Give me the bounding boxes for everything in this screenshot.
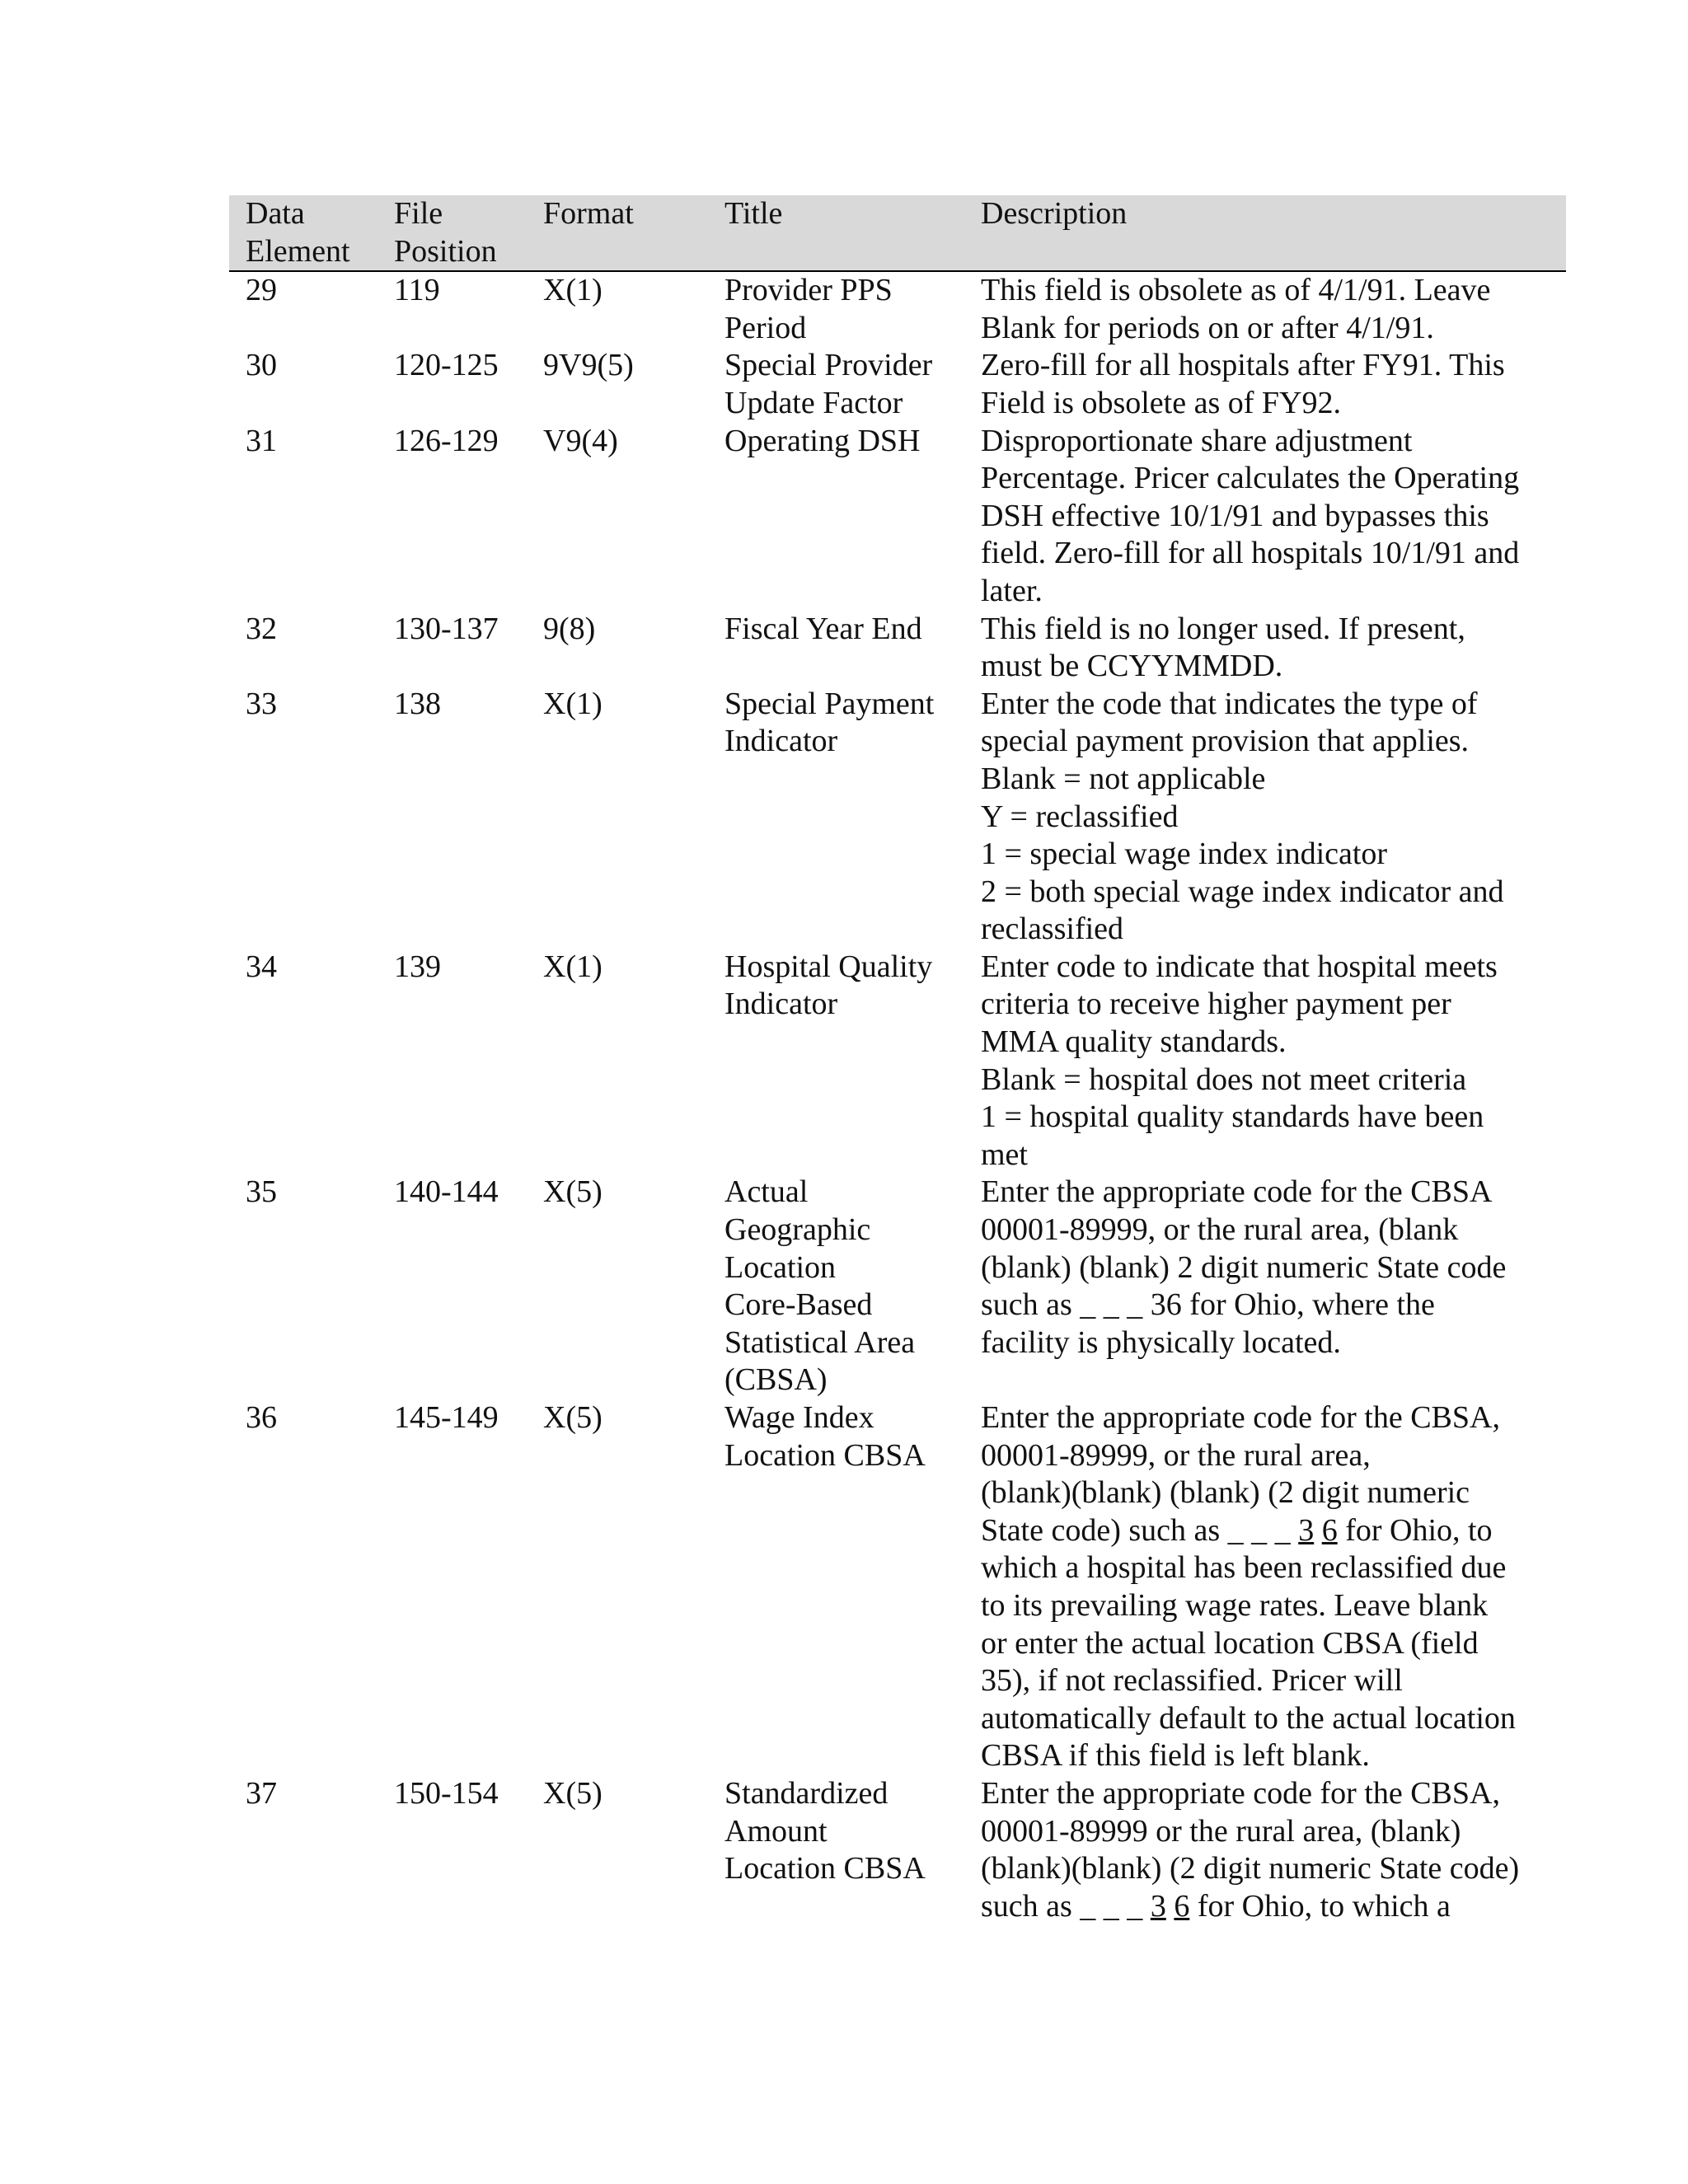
description-line: Enter the appropriate code for the CBSA, <box>981 1775 1500 1811</box>
description-line: which a hospital has been reclassified due <box>981 1550 1507 1586</box>
description-cell <box>964 271 1566 347</box>
description-line: Blank = not applicable <box>981 761 1266 796</box>
title-line: Location <box>724 1249 837 1285</box>
title-line: Special Payment <box>724 686 935 721</box>
title-line: Location CBSA <box>724 1437 926 1473</box>
description-line: criteria to receive higher payment per <box>981 987 1451 1022</box>
title-cell <box>708 1775 964 1925</box>
table-row <box>229 1399 1566 1775</box>
description-line: 00001-89999, or the rural area, (blank <box>981 1212 1459 1248</box>
format-cell: X(5) <box>543 1775 603 1811</box>
format-cell: X(1) <box>543 686 603 721</box>
file-position-cell: 140-144 <box>394 1174 499 1210</box>
table-row <box>229 949 1566 1174</box>
title-cell <box>708 1399 964 1775</box>
title-line: Provider PPS <box>724 273 893 308</box>
title-cell <box>708 949 964 1174</box>
description-line: facility is physically located. <box>981 1324 1341 1360</box>
title-cell <box>708 423 964 611</box>
table-row <box>229 423 1566 611</box>
table-row <box>229 686 1566 949</box>
description-line: State code) such as _ _ _ 3 6 for Ohio, to <box>981 1512 1493 1548</box>
file-position-cell: 119 <box>394 273 440 308</box>
title-line: Wage Index <box>724 1400 874 1435</box>
table-row <box>229 1174 1566 1399</box>
table-row <box>229 271 1566 347</box>
description-line: Y = reclassified <box>981 799 1179 834</box>
description-line: Enter the code that indicates the type of <box>981 686 1478 721</box>
description-line: 00001-89999 or the rural area, (blank) <box>981 1813 1461 1849</box>
title-line: Amount <box>724 1813 828 1849</box>
description-cell <box>964 1399 1566 1775</box>
title-line: Indicator <box>724 724 838 759</box>
data-element-cell: 34 <box>246 949 277 984</box>
data-element-cell: 31 <box>246 423 277 458</box>
description-line: Disproportionate share adjustment <box>981 423 1413 458</box>
file-position-cell: 145-149 <box>394 1400 499 1435</box>
description-line: Zero-fill for all hospitals after FY91. This <box>981 348 1505 383</box>
format-cell: X(5) <box>543 1400 603 1435</box>
table-header <box>229 195 1566 271</box>
format-cell: X(1) <box>543 273 603 308</box>
data-element-cell: 35 <box>246 1174 277 1210</box>
title-line: Statistical Area <box>724 1324 916 1360</box>
record-layout-table <box>229 195 1566 1925</box>
description-line: Blank for periods on or after 4/1/91. <box>981 310 1434 345</box>
data-element-cell: 32 <box>246 611 277 646</box>
header-title: Title <box>708 195 964 271</box>
description-line: 35), if not reclassified. Pricer will <box>981 1663 1403 1699</box>
title-line: Period <box>724 310 807 345</box>
description-line: DSH effective 10/1/91 and bypasses this <box>981 498 1489 533</box>
description-line: (blank)(blank) (blank) (2 digit numeric <box>981 1475 1470 1511</box>
description-line: reclassified <box>981 912 1124 947</box>
title-line: Core-Based <box>724 1287 873 1323</box>
description-line: This field is obsolete as of 4/1/91. Leave <box>981 273 1491 308</box>
title-cell <box>708 686 964 949</box>
file-position-cell: 130-137 <box>394 611 499 646</box>
format-cell: X(5) <box>543 1174 603 1210</box>
title-line: Update Factor <box>724 385 903 420</box>
description-cell <box>964 1775 1566 1925</box>
title-line: Standardized <box>724 1775 889 1811</box>
description-line: CBSA if this field is left blank. <box>981 1738 1370 1774</box>
description-line: This field is no longer used. If present, <box>981 611 1465 646</box>
table-row <box>229 347 1566 422</box>
header-format: Format <box>527 195 708 271</box>
file-position-cell: 139 <box>394 949 441 984</box>
header-description: Description <box>964 195 1566 271</box>
table-row <box>229 1775 1566 1925</box>
file-position-cell: 126-129 <box>394 423 499 458</box>
description-line: such as _ _ _ 3 6 for Ohio, to which a <box>981 1888 1451 1924</box>
description-cell <box>964 347 1566 422</box>
description-cell <box>964 611 1566 686</box>
description-line: automatically default to the actual location <box>981 1700 1516 1736</box>
title-cell <box>708 347 964 422</box>
data-element-cell: 36 <box>246 1400 277 1435</box>
description-line: Percentage. Pricer calculates the Operating <box>981 461 1520 496</box>
data-element-cell: 29 <box>246 273 277 308</box>
description-line: Enter the appropriate code for the CBSA <box>981 1174 1493 1210</box>
description-line: 2 = both special wage index indicator and <box>981 874 1504 909</box>
description-line: MMA quality standards. <box>981 1024 1287 1060</box>
title-line: Geographic <box>724 1212 871 1248</box>
file-position-cell: 120-125 <box>394 348 499 383</box>
description-line: to its prevailing wage rates. Leave blank <box>981 1587 1489 1623</box>
data-element-cell: 37 <box>246 1775 277 1811</box>
table-row <box>229 611 1566 686</box>
table-body <box>229 271 1566 1925</box>
description-line: must be CCYYMMDD. <box>981 649 1283 684</box>
description-line: met <box>981 1137 1028 1172</box>
format-cell: V9(4) <box>543 423 618 458</box>
description-cell <box>964 949 1566 1174</box>
title-cell <box>708 271 964 347</box>
description-line: (blank)(blank) (2 digit numeric State code) <box>981 1851 1520 1886</box>
header-data-element: Data Element <box>229 195 377 271</box>
file-position-cell: 138 <box>394 686 441 721</box>
title-line: Hospital Quality <box>724 949 933 984</box>
title-line: (CBSA) <box>724 1362 828 1398</box>
description-line: or enter the actual location CBSA (field <box>981 1625 1479 1661</box>
description-cell <box>964 686 1566 949</box>
title-line: Location CBSA <box>724 1851 926 1886</box>
description-line: Enter code to indicate that hospital meets <box>981 949 1498 984</box>
file-position-cell: 150-154 <box>394 1775 499 1811</box>
title-line: Operating DSH <box>724 423 921 458</box>
title-line: Actual <box>724 1174 809 1210</box>
description-line: special payment provision that applies. <box>981 724 1470 759</box>
description-line: (blank) (blank) 2 digit numeric State code <box>981 1249 1507 1285</box>
title-cell <box>708 1174 964 1399</box>
format-cell: X(1) <box>543 949 603 984</box>
description-cell <box>964 423 1566 611</box>
description-line: 00001-89999, or the rural area, <box>981 1437 1371 1473</box>
header-row <box>229 195 1566 271</box>
data-element-cell: 33 <box>246 686 277 721</box>
description-line: such as _ _ _ 36 for Ohio, where the <box>981 1287 1435 1323</box>
title-line: Fiscal Year End <box>724 611 922 646</box>
description-cell <box>964 1174 1566 1399</box>
title-cell <box>708 611 964 686</box>
description-line: 1 = special wage index indicator <box>981 837 1388 872</box>
format-cell: 9V9(5) <box>543 348 634 383</box>
description-line: 1 = hospital quality standards have been <box>981 1099 1484 1135</box>
description-line: field. Zero-fill for all hospitals 10/1/91 and <box>981 536 1520 571</box>
data-element-cell: 30 <box>246 348 277 383</box>
title-line: Indicator <box>724 987 838 1022</box>
title-line: Special Provider <box>724 348 933 383</box>
description-line: Field is obsolete as of FY92. <box>981 385 1341 420</box>
description-line: Blank = hospital does not meet criteria <box>981 1062 1467 1097</box>
format-cell: 9(8) <box>543 611 596 646</box>
description-line: later. <box>981 573 1043 608</box>
header-file-position: File Position <box>377 195 527 271</box>
description-line: Enter the appropriate code for the CBSA, <box>981 1400 1500 1435</box>
